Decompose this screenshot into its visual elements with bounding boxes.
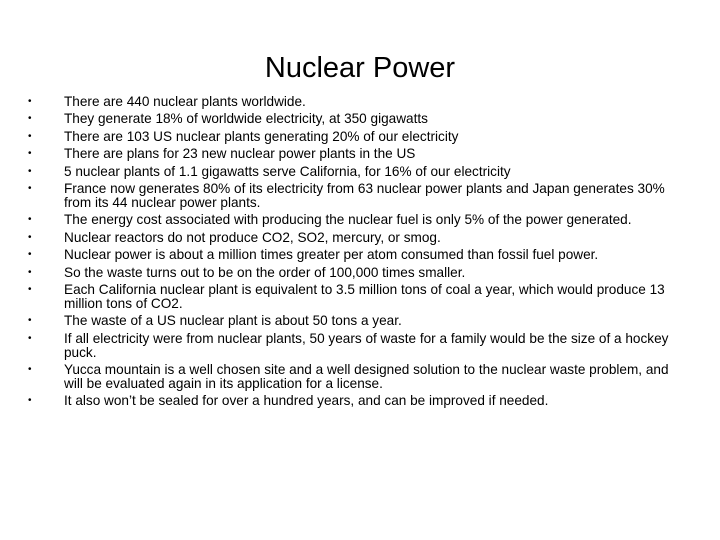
bullet-dot-icon: • [28,182,32,194]
bullet-text: There are plans for 23 new nuclear power plants in the US [64,146,416,162]
bullet-text: The energy cost associated with producing the nuclear fuel is only 5% of the power generated. [64,212,632,228]
bullet-dot-icon: • [28,315,32,327]
bullet-item [28,283,678,311]
bullet-list [28,95,678,412]
bullet-dot-icon: • [28,283,32,295]
bullet-text: Nuclear reactors do not produce CO2, SO2, mercury, or smog. [64,229,441,245]
bullet-text: Nuclear power is about a million times greater per atom consumed than fossil fuel power. [64,247,599,263]
bullet-dot-icon: • [28,395,32,407]
bullet-item [28,363,678,391]
bullet-dot-icon: • [28,231,32,243]
bullet-item [28,165,678,179]
bullet-text: Yucca mountain is a well chosen site and a well designed solution to the nuclear waste problem, and will be evaluated again in its application for a license. [64,362,669,392]
bullet-dot-icon: • [28,96,32,107]
bullet-dot-icon: • [28,249,32,261]
bullet-dot-icon: • [28,364,32,376]
bullet-dot-icon: • [28,130,32,142]
bullet-dot-icon: • [28,266,32,278]
bullet-text: There are 440 nuclear plants worldwide. [64,94,306,109]
bullet-item [28,130,678,144]
bullet-item [28,248,678,262]
bullet-item [28,213,678,227]
bullet-item [28,95,678,109]
bullet-item [28,231,678,245]
bullet-item [28,394,678,408]
bullet-item [28,147,678,161]
bullet-text: France now generates 80% of its electricity from 63 nuclear power plants and Japan generates 30% from its 44 nuclear power plants. [64,180,665,210]
bullet-text: If all electricity were from nuclear plants, 50 years of waste for a family would be the size of a hockey puck. [64,330,669,360]
bullet-text: The waste of a US nuclear plant is about 50 tons a year. [64,313,402,329]
bullet-text: There are 103 US nuclear plants generating 20% of our electricity [64,128,459,144]
bullet-item [28,266,678,280]
bullet-item [28,182,678,210]
bullet-dot-icon: • [28,113,32,125]
bullet-dot-icon: • [28,148,32,160]
slide-title: Nuclear Power [264,52,456,84]
bullet-text: They generate 18% of worldwide electricity, at 350 gigawatts [64,111,428,127]
bullet-dot-icon: • [28,165,32,177]
bullet-text: It also won’t be sealed for over a hundred years, and can be improved if needed. [64,393,549,409]
bullet-item [28,112,678,126]
bullet-text: 5 nuclear plants of 1.1 gigawatts serve California, for 16% of our electricity [64,163,511,179]
bullet-item [28,314,678,328]
bullet-text: So the waste turns out to be on the order of 100,000 times smaller. [64,264,466,280]
bullet-text: Each California nuclear plant is equivalent to 3.5 million tons of coal a year, which would produce 13 million tons of CO2. [64,281,665,311]
bullet-item [28,332,678,360]
bullet-dot-icon: • [28,332,32,344]
bullet-dot-icon: • [28,214,32,226]
